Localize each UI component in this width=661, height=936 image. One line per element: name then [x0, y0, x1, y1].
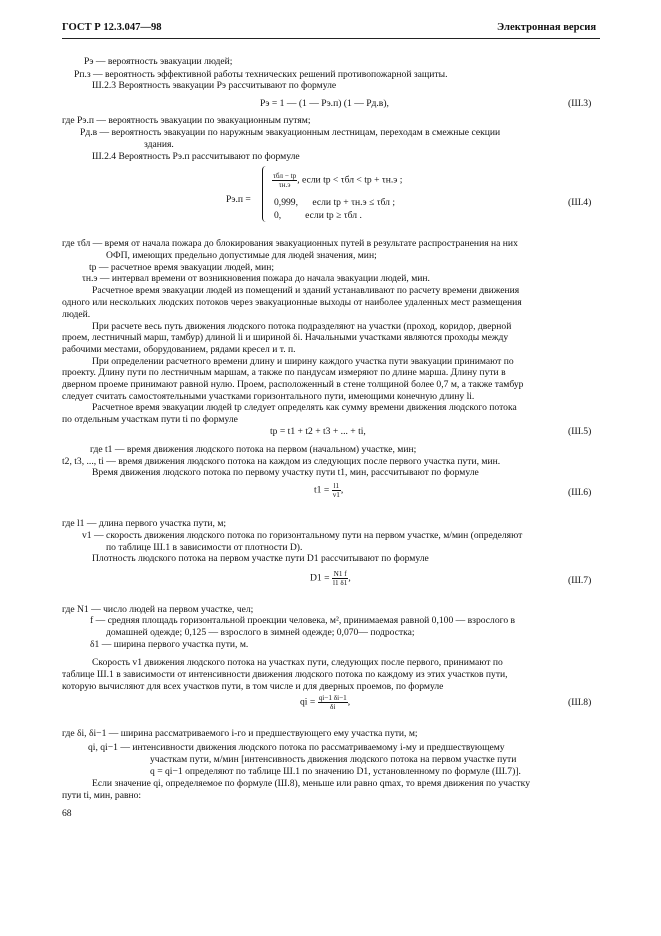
fraction-numerator: N1 f [333, 570, 347, 578]
formula-sh7 [310, 570, 351, 587]
equation-number: (Ш.4) [568, 197, 592, 208]
text-line: Pп.з — вероятность эффективной работы технических решений противопожарной защиты. [74, 69, 448, 80]
equation-number: (Ш.5) [568, 426, 592, 437]
text-line: проекту. Длину пути по лестничным маршам, а также по пандусам измеряют по длине марша. Длину пути в [62, 367, 506, 378]
page-number: 68 [62, 808, 72, 819]
formula-sh4-case2: 0,999, если tр + τн.э ≤ τбл ; [274, 197, 396, 208]
text-line: Расчетное время эвакуации людей из помещений и зданий устанавливают по расчету времени движения [92, 285, 520, 296]
text-line: где Pэ.п — вероятность эвакуации по эвакуационным путям; [62, 115, 311, 126]
text-line: Расчетное время эвакуации людей tр следует определять как сумму времени движения людского потока [92, 402, 517, 413]
formula-sh3: Pэ = 1 — (1 — Pэ.п) (1 — Pд.в), [260, 98, 389, 109]
header-edition: Электронная версия [497, 22, 597, 33]
text-line: рабочими местами, оборудованием, рядами кресел и т. п. [62, 344, 296, 355]
text-line: пути ti, мин, равно: [62, 790, 142, 801]
formula-sh4-lhs: Pэ.п = [226, 194, 251, 205]
text-line: где τбл — время от начала пожара до блокирования эвакуационных путей в результате распространения на них [62, 238, 518, 249]
text-line: следует считать самостоятельными участками горизонтального пути, имеющими конечную длину li. [62, 391, 475, 402]
text-line: проем, лестничный марш, тамбур) длиной li и шириной δi. Начальными участками являются проходы между [62, 332, 509, 343]
text-line: участкам пути, м/мин [интенсивность движения людского потока на первом участке пути [150, 754, 517, 765]
text-line: которую вычисляют для всех участков пути, в том числе и для дверных проемов, по формуле [62, 681, 444, 692]
text-line: Pэ — вероятность эвакуации людей; [84, 56, 233, 67]
fraction-denominator: δi [330, 703, 336, 711]
formula-sh8 [300, 694, 350, 711]
text-line: по таблице Ш.1 в зависимости от плотности D). [106, 542, 303, 553]
formula-tail: , [348, 572, 351, 584]
text-line: Время движения людского потока по первому участку пути t1, мин, рассчитывают по формуле [92, 467, 479, 478]
text-line: Если значение qi, определяемое по формуле (Ш.8), меньше или равно qmax, то время движения по участку [92, 778, 531, 789]
equation-number: (Ш.8) [568, 697, 592, 708]
formula-lhs: t1 = [314, 484, 330, 496]
text-line: здания. [144, 139, 174, 150]
equation-number: (Ш.7) [568, 575, 592, 586]
text-line: где N1 — число людей на первом участке, чел; [62, 604, 254, 615]
text-line: Скорость v1 движения людского потока на участках пути, следующих после первого, принимают по [92, 657, 503, 668]
text-line: f — средняя площадь горизонтальной проекции человека, м², принимаемая равной 0,100 — взрослого в [90, 615, 516, 626]
fraction-numerator: τбл − tр [273, 172, 297, 180]
text-line: Pд.в — вероятность эвакуации по наружным эвакуационным лестницам, переходам в смежные секции [80, 127, 501, 138]
text-line: таблице Ш.1 в зависимости от интенсивности движения людского потока по каждому из этих участков пути, [62, 669, 508, 680]
formula-sh4-case1 [272, 172, 402, 189]
text-line: где l1 — длина первого участка пути, м; [62, 518, 227, 529]
text-line: людей. [62, 309, 91, 320]
formula-sh5: tр = t1 + t2 + t3 + ... + ti, [270, 426, 366, 437]
formula-sh4-case3: 0, если tр ≥ τбл . [274, 210, 362, 221]
text-line: tр — расчетное время эвакуации людей, мин; [89, 262, 274, 273]
formula-tail: , [340, 484, 344, 496]
text-line: где δi, δi−1 — ширина рассматриваемого i-го и предшествующего ему участка пути, м; [62, 728, 418, 739]
text-line: qi, qi−1 — интенсивности движения людского потока по рассматриваемому i-му и предшествующему [88, 742, 505, 753]
formula-lhs: qi = [300, 696, 316, 708]
fraction-denominator: v1 [332, 491, 340, 499]
text-line: При определении расчетного времени длину и ширину каждого участка пути эвакуации принимают по [92, 356, 514, 367]
text-line: При расчете весь путь движения людского потока подразделяют на участки (проход, коридор, дверной [92, 321, 512, 332]
text-line: где t1 — время движения людского потока на первом (начальном) участке, мин; [90, 444, 417, 455]
text-line: t2, t3, ..., ti — время движения людского потока на каждом из следующих после первого участка пути, мин. [62, 456, 501, 467]
text-line: δ1 — ширина первого участка пути, м. [90, 639, 249, 650]
fraction-numerator: qi−1 δi−1 [318, 694, 347, 702]
text-line: домашней одежде; 0,125 — взрослого в зимней одежде; 0,070— подростка; [106, 627, 415, 638]
case1-condition: , если tр < τбл < tр + τн.э ; [297, 174, 403, 186]
text-line: ОФП, имеющих предельно допустимые для людей значения, мин; [106, 250, 377, 261]
text-line: дверном проеме принимают равной нулю. Проем, расположенный в стене толщиной более 0,7 м, а также тамбур [62, 379, 524, 390]
text-line: по отдельным участкам пути ti по формуле [62, 414, 238, 425]
text-line: q = qi−1 определяют по таблице Ш.1 по значению D1, установленному по формуле (Ш.7)]. [150, 766, 521, 777]
text-line: Плотность людского потока на первом участке пути D1 рассчитывают по формуле [92, 553, 429, 564]
piecewise-brace [262, 166, 269, 222]
fraction-numerator: l1 [333, 482, 340, 490]
formula-tail: , [347, 696, 351, 708]
text-line: одного или нескольких людских потоков через эвакуационные выходы от наиболее удаленных мест размещения [62, 297, 522, 308]
equation-number: (Ш.3) [568, 98, 592, 109]
text-line: Ш.2.3 Вероятность эвакуации Pэ рассчитывают по формуле [92, 80, 337, 91]
fraction-denominator: τн.э [278, 181, 291, 189]
formula-lhs: D1 = [310, 572, 330, 584]
fraction-denominator: l1 δ1 [332, 579, 348, 587]
equation-number: (Ш.6) [568, 487, 592, 498]
text-line: v1 — скорость движения людского потока по горизонтальному пути на первом участке, м/мин (определяют [82, 530, 523, 541]
header-rule [62, 38, 600, 39]
formula-sh6 [314, 482, 343, 499]
text-line: Ш.2.4 Вероятность Pэ.п рассчитывают по формуле [92, 151, 300, 162]
text-line: τн.э — интервал времени от возникновения пожара до начала эвакуации людей, мин. [82, 273, 430, 284]
header-standard-code: ГОСТ Р 12.3.047—98 [62, 22, 162, 33]
